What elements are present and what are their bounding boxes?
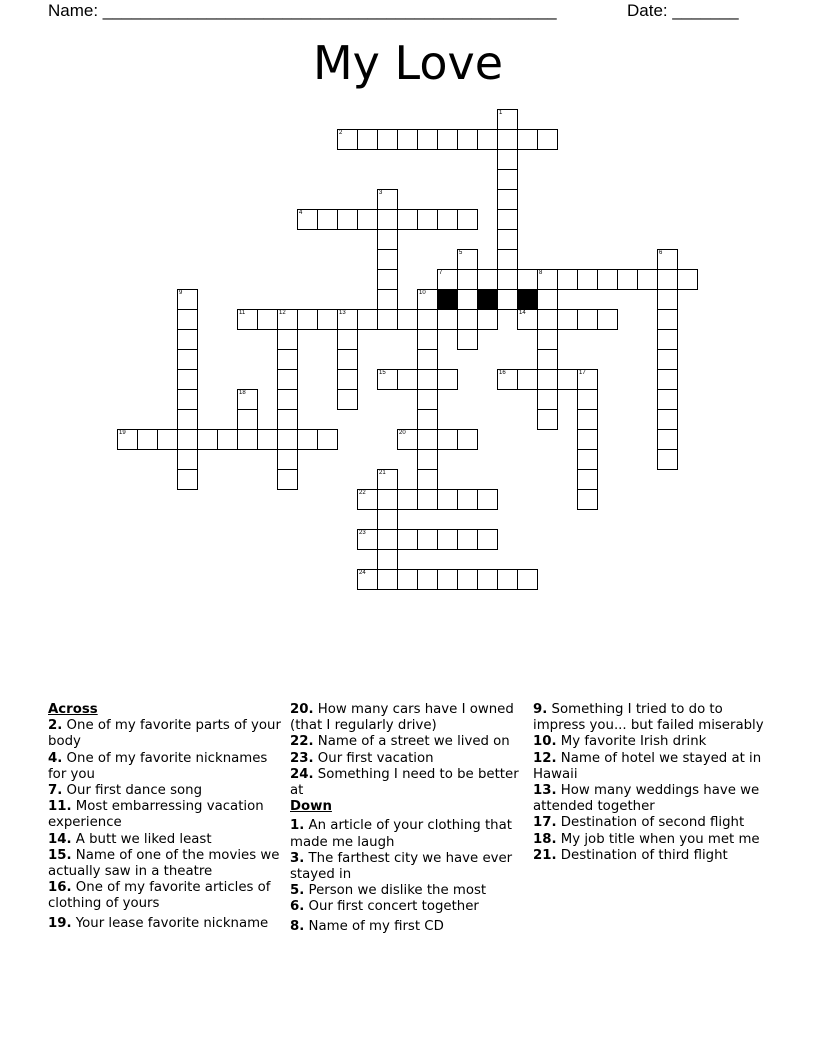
grid-cell[interactable] [317, 309, 338, 330]
grid-cell[interactable] [357, 129, 378, 150]
grid-cell[interactable] [457, 289, 478, 310]
grid-cell[interactable] [517, 269, 538, 290]
down-heading: Down [290, 799, 332, 815]
grid-cell[interactable] [497, 269, 518, 290]
clue-number: 10. [533, 734, 557, 750]
clue-text: Name of one of the movies we actually saw in a theatre [48, 847, 280, 880]
across-heading: Across [48, 702, 98, 717]
grid-cell[interactable] [397, 129, 418, 150]
grid-cell[interactable] [177, 409, 198, 430]
grid-cell[interactable] [537, 369, 558, 390]
grid-cell[interactable] [417, 449, 438, 470]
grid-cell[interactable] [377, 469, 398, 490]
grid-cell[interactable] [597, 309, 618, 330]
grid-cell[interactable] [317, 429, 338, 450]
grid-cell[interactable] [217, 429, 238, 450]
grid-cell[interactable] [177, 389, 198, 410]
grid-cell[interactable] [657, 289, 678, 310]
grid-cell[interactable] [497, 209, 518, 230]
down-clue [290, 919, 530, 935]
grid-cell[interactable] [257, 429, 278, 450]
cell-number: 7 [439, 270, 443, 276]
grid-cell[interactable] [477, 569, 498, 590]
grid-cell[interactable] [237, 389, 258, 410]
grid-cell[interactable] [277, 389, 298, 410]
grid-cell[interactable] [577, 389, 598, 410]
grid-cell[interactable] [177, 449, 198, 470]
clues-column-2 [290, 702, 530, 935]
grid-cell[interactable] [497, 249, 518, 270]
clue-text: Something I tried to do to impress you... but failed miserably [533, 702, 764, 734]
grid-cell[interactable] [157, 429, 178, 450]
grid-cell[interactable] [417, 389, 438, 410]
across-clue [48, 783, 288, 799]
black-cell [477, 289, 498, 310]
grid-cell[interactable] [477, 529, 498, 550]
grid-cell[interactable] [357, 489, 378, 510]
down-clue [533, 848, 773, 864]
across-clue [290, 751, 530, 767]
page-title: My Love [312, 36, 504, 90]
grid-cell[interactable] [337, 129, 358, 150]
grid-cell[interactable] [277, 449, 298, 470]
down-clue [533, 734, 773, 750]
cell-number: 12 [279, 310, 286, 316]
grid-cell[interactable] [497, 149, 518, 170]
grid-cell[interactable] [417, 329, 438, 350]
grid-cell[interactable] [417, 309, 438, 330]
grid-cell[interactable] [237, 409, 258, 430]
grid-cell[interactable] [577, 369, 598, 390]
clue-number: 1. [290, 818, 305, 834]
cell-number: 2 [339, 130, 343, 136]
clue-number: 15. [48, 847, 72, 863]
clue-number: 22. [290, 734, 314, 750]
down-clue [533, 783, 773, 815]
clue-number: 24. [290, 766, 314, 782]
date-field: Date: _______ [627, 1, 739, 20]
grid-cell[interactable] [497, 189, 518, 210]
clue-number: 19. [48, 915, 72, 931]
grid-cell[interactable] [397, 529, 418, 550]
cell-number: 17 [579, 370, 586, 376]
grid-cell[interactable] [417, 469, 438, 490]
down-clue [290, 899, 530, 915]
grid-cell[interactable] [437, 129, 458, 150]
cell-number: 14 [519, 310, 526, 316]
grid-cell[interactable] [377, 229, 398, 250]
clue-text: One of my favorite parts of your body [48, 718, 281, 750]
grid-cell[interactable] [397, 209, 418, 230]
clue-number: 9. [533, 702, 548, 717]
grid-cell[interactable] [597, 269, 618, 290]
grid-cell[interactable] [577, 269, 598, 290]
down-clue [290, 883, 530, 899]
grid-cell[interactable] [277, 349, 298, 370]
grid-cell[interactable] [577, 469, 598, 490]
grid-cell[interactable] [277, 429, 298, 450]
across-clue [48, 832, 288, 848]
grid-cell[interactable] [497, 289, 518, 310]
grid-cell[interactable] [477, 489, 498, 510]
cell-number: 8 [539, 270, 543, 276]
grid-cell[interactable] [477, 269, 498, 290]
clue-number: 2. [48, 718, 63, 734]
grid-cell[interactable] [437, 369, 458, 390]
grid-cell[interactable] [417, 429, 438, 450]
grid-cell[interactable] [477, 309, 498, 330]
clue-number: 18. [533, 831, 557, 847]
grid-cell[interactable] [517, 129, 538, 150]
grid-cell[interactable] [337, 209, 358, 230]
grid-cell[interactable] [537, 269, 558, 290]
clue-number: 11. [48, 799, 72, 815]
grid-cell[interactable] [497, 369, 518, 390]
clue-text: One of my favorite articles of clothing of yours [48, 880, 271, 912]
grid-cell[interactable] [457, 309, 478, 330]
clue-number: 21. [533, 847, 557, 863]
grid-cell[interactable] [457, 489, 478, 510]
grid-cell[interactable] [497, 109, 518, 130]
grid-cell[interactable] [497, 169, 518, 190]
across-clue [48, 799, 288, 831]
grid-cell[interactable] [657, 389, 678, 410]
grid-cell[interactable] [177, 429, 198, 450]
grid-cell[interactable] [617, 269, 638, 290]
grid-cell[interactable] [377, 569, 398, 590]
clue-number: 20. [290, 702, 314, 717]
cell-number: 3 [379, 190, 383, 196]
grid-cell[interactable] [177, 349, 198, 370]
cell-number: 22 [359, 490, 366, 496]
down-clue [290, 818, 530, 850]
clue-text: My favorite Irish drink [560, 734, 707, 750]
grid-cell[interactable] [277, 469, 298, 490]
cell-number: 23 [359, 530, 366, 536]
across-clue [48, 848, 288, 880]
grid-cell[interactable] [337, 389, 358, 410]
grid-cell[interactable] [657, 449, 678, 470]
grid-cell[interactable] [577, 309, 598, 330]
grid-cell[interactable] [637, 269, 658, 290]
grid-cell[interactable] [237, 429, 258, 450]
across-clue [290, 702, 530, 734]
clue-number: 23. [290, 750, 314, 766]
grid-cell[interactable] [377, 249, 398, 270]
clue-text: How many weddings have we attended together [533, 783, 760, 815]
grid-cell[interactable] [397, 429, 418, 450]
grid-cell[interactable] [517, 569, 538, 590]
grid-cell[interactable] [437, 429, 458, 450]
grid-cell[interactable] [277, 369, 298, 390]
clue-number: 8. [290, 918, 305, 934]
cell-number: 15 [379, 370, 386, 376]
grid-cell[interactable] [297, 209, 318, 230]
clue-number: 3. [290, 850, 305, 866]
grid-cell[interactable] [657, 409, 678, 430]
cell-number: 16 [499, 370, 506, 376]
clue-number: 17. [533, 815, 557, 831]
down-clue [533, 751, 773, 783]
cell-number: 1 [499, 110, 503, 116]
clue-text: Our first vacation [317, 750, 434, 766]
grid-cell[interactable] [357, 569, 378, 590]
grid-cell[interactable] [177, 369, 198, 390]
grid-cell[interactable] [557, 269, 578, 290]
grid-cell[interactable] [437, 309, 458, 330]
grid-cell[interactable] [237, 309, 258, 330]
clue-text: The farthest city we have ever stayed in [290, 850, 513, 883]
clue-text: Your lease favorite nickname [75, 915, 269, 931]
grid-cell[interactable] [337, 349, 358, 370]
cell-number: 19 [119, 430, 126, 436]
grid-cell[interactable] [577, 429, 598, 450]
cell-number: 9 [179, 290, 183, 296]
clue-text: Person we dislike the most [308, 883, 487, 899]
grid-cell[interactable] [657, 269, 678, 290]
grid-cell[interactable] [537, 349, 558, 370]
grid-cell[interactable] [377, 369, 398, 390]
grid-cell[interactable] [417, 409, 438, 430]
grid-cell[interactable] [277, 409, 298, 430]
clue-text: My job title when you met me [560, 831, 760, 847]
clues-column-1 [48, 702, 288, 932]
black-cell [437, 289, 458, 310]
black-cell [517, 289, 538, 310]
grid-cell[interactable] [357, 309, 378, 330]
grid-cell[interactable] [457, 429, 478, 450]
clue-text: Destination of third flight [560, 847, 728, 863]
grid-cell[interactable] [537, 129, 558, 150]
grid-cell[interactable] [297, 429, 318, 450]
grid-cell[interactable] [397, 569, 418, 590]
clue-text: Most embarressing vacation experience [48, 799, 264, 831]
down-clue [533, 815, 773, 831]
across-clue [290, 734, 530, 750]
grid-cell[interactable] [277, 329, 298, 350]
grid-cell[interactable] [417, 129, 438, 150]
grid-cell[interactable] [377, 549, 398, 570]
clue-text: An article of your clothing that made me laugh [290, 818, 512, 850]
grid-cell[interactable] [497, 229, 518, 250]
grid-cell[interactable] [537, 309, 558, 330]
grid-cell[interactable] [517, 309, 538, 330]
grid-cell[interactable] [657, 249, 678, 270]
grid-cell[interactable] [177, 309, 198, 330]
grid-cell[interactable] [377, 509, 398, 530]
grid-cell[interactable] [657, 349, 678, 370]
grid-cell[interactable] [177, 469, 198, 490]
grid-cell[interactable] [537, 389, 558, 410]
clue-text: Name of a street we lived on [317, 734, 510, 750]
grid-cell[interactable] [497, 569, 518, 590]
grid-cell[interactable] [457, 329, 478, 350]
clue-number: 12. [533, 750, 557, 766]
down-clue [290, 851, 530, 883]
grid-cell[interactable] [417, 489, 438, 510]
grid-cell[interactable] [137, 429, 158, 450]
grid-cell[interactable] [497, 129, 518, 150]
grid-cell[interactable] [277, 309, 298, 330]
cell-number: 10 [419, 290, 426, 296]
grid-cell[interactable] [257, 309, 278, 330]
clue-number: 16. [48, 880, 72, 896]
across-clue [48, 751, 288, 783]
grid-cell[interactable] [397, 489, 418, 510]
grid-cell[interactable] [657, 369, 678, 390]
grid-cell[interactable] [337, 329, 358, 350]
across-clue [48, 880, 288, 912]
grid-cell[interactable] [317, 209, 338, 230]
grid-cell[interactable] [457, 269, 478, 290]
grid-cell[interactable] [337, 309, 358, 330]
grid-cell[interactable] [377, 189, 398, 210]
grid-cell[interactable] [377, 529, 398, 550]
across-clue [290, 767, 530, 799]
grid-cell[interactable] [537, 329, 558, 350]
grid-cell[interactable] [117, 429, 138, 450]
grid-cell[interactable] [437, 489, 458, 510]
clues-column-3 [533, 702, 773, 864]
cell-number: 18 [239, 390, 246, 396]
grid-cell[interactable] [457, 209, 478, 230]
grid-cell[interactable] [577, 449, 598, 470]
clue-number: 13. [533, 783, 557, 799]
grid-cell[interactable] [537, 409, 558, 430]
down-clue [533, 702, 773, 734]
cell-number: 20 [399, 430, 406, 436]
clue-text: How many cars have I owned (that I regularly drive) [290, 702, 514, 734]
grid-cell[interactable] [377, 209, 398, 230]
grid-cell[interactable] [657, 309, 678, 330]
grid-cell[interactable] [417, 209, 438, 230]
grid-cell[interactable] [657, 329, 678, 350]
cell-number: 21 [379, 470, 386, 476]
grid-cell[interactable] [377, 289, 398, 310]
grid-cell[interactable] [437, 209, 458, 230]
across-clue [48, 718, 288, 750]
grid-cell[interactable] [397, 369, 418, 390]
grid-cell[interactable] [457, 249, 478, 270]
clue-text: A butt we liked least [75, 831, 212, 847]
clue-number: 6. [290, 899, 305, 915]
grid-cell[interactable] [197, 429, 218, 450]
grid-cell[interactable] [417, 569, 438, 590]
cell-number: 6 [659, 250, 663, 256]
cell-number: 24 [359, 570, 366, 576]
grid-cell[interactable] [377, 129, 398, 150]
clue-text: Name of my first CD [308, 918, 444, 934]
clue-text: Our first dance song [66, 783, 203, 799]
grid-cell[interactable] [537, 289, 558, 310]
grid-cell[interactable] [377, 269, 398, 290]
grid-cell[interactable] [377, 489, 398, 510]
grid-cell[interactable] [677, 269, 698, 290]
clue-number: 7. [48, 783, 63, 799]
grid-cell[interactable] [337, 369, 358, 390]
grid-cell[interactable] [557, 369, 578, 390]
cell-number: 11 [239, 310, 246, 316]
grid-cell[interactable] [357, 209, 378, 230]
clue-text: Something I need to be better at [290, 766, 519, 799]
grid-cell[interactable] [417, 349, 438, 370]
grid-cell[interactable] [577, 489, 598, 510]
clue-text: One of my favorite nicknames for you [48, 750, 268, 782]
grid-cell[interactable] [437, 269, 458, 290]
grid-cell[interactable] [477, 129, 498, 150]
clue-text: Name of hotel we stayed at in Hawaii [533, 750, 762, 782]
grid-cell[interactable] [517, 369, 538, 390]
clue-number: 4. [48, 750, 63, 766]
clue-text: Our first concert together [308, 899, 479, 915]
grid-cell[interactable] [417, 369, 438, 390]
clue-number: 5. [290, 883, 305, 899]
grid-cell[interactable] [357, 529, 378, 550]
cell-number: 5 [459, 250, 463, 256]
name-field: Name: ________________________________________________ [48, 1, 557, 20]
down-clue [533, 832, 773, 848]
clue-number: 14. [48, 831, 72, 847]
grid-cell[interactable] [437, 569, 458, 590]
grid-cell[interactable] [457, 569, 478, 590]
grid-cell[interactable] [177, 329, 198, 350]
grid-cell[interactable] [177, 289, 198, 310]
cell-number: 13 [339, 310, 346, 316]
grid-cell[interactable] [377, 309, 398, 330]
grid-cell[interactable] [397, 309, 418, 330]
grid-cell[interactable] [297, 309, 318, 330]
grid-cell[interactable] [417, 289, 438, 310]
grid-cell[interactable] [577, 409, 598, 430]
clue-text: Destination of second flight [560, 815, 745, 831]
grid-cell[interactable] [437, 529, 458, 550]
grid-cell[interactable] [557, 309, 578, 330]
across-clue [48, 916, 288, 932]
cell-number: 4 [299, 210, 303, 216]
grid-cell[interactable] [657, 429, 678, 450]
grid-cell[interactable] [457, 529, 478, 550]
grid-cell[interactable] [457, 129, 478, 150]
grid-cell[interactable] [417, 529, 438, 550]
